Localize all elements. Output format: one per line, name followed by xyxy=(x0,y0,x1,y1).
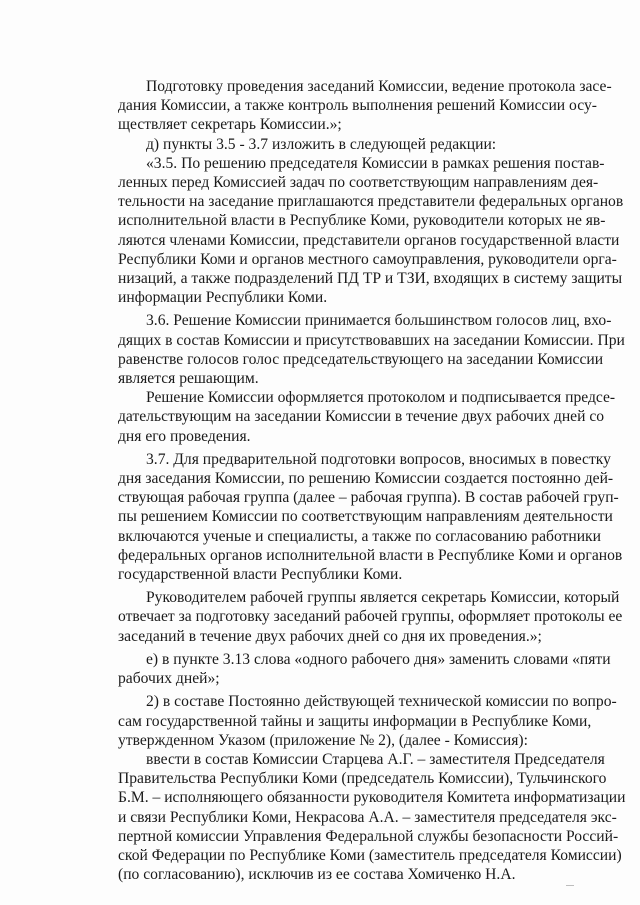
paragraph-line: Руководителем рабочей группы является секретарь Комиссии, который xyxy=(146,589,620,607)
paragraph-line: заседаний в течение двух рабочих дней со дня их проведения.»; xyxy=(118,627,542,645)
document-body xyxy=(90,77,626,884)
paragraph-line: низаций, а также подразделений ПД ТР и ТЗИ, входящих в систему защиты xyxy=(118,270,623,288)
paragraph-line: е) в пункте 3.13 слова «одного рабочего дня» заменить словами «пяти xyxy=(146,650,611,668)
paragraph-line: дня его проведения. xyxy=(118,427,251,445)
paragraph-line: Правительства Республики Коми (председатель Комиссии), Тульчинского xyxy=(118,770,607,788)
paragraph-line: Решение Комиссии оформляется протоколом и подписывается предсе- xyxy=(146,389,616,407)
paragraph-line: д) пункты 3.5 - 3.7 изложить в следующей редакции: xyxy=(146,135,497,153)
paragraph-line: (по согласованию), исключив из ее состава Хомиченко Н.А. xyxy=(118,866,516,884)
paragraph-line: пертной комиссии Управления Федеральной службы безопасности Россий- xyxy=(118,827,619,845)
paragraph-line: ввести в состав Комиссии Старцева А.Г. – заместителя Председателя xyxy=(146,750,605,768)
paragraph-line: отвечает за подготовку заседаний рабочей группы, оформляет протоколы ее xyxy=(118,608,623,626)
paragraph-line: ленных перед Комиссией задач по соответствующим направлениям дея- xyxy=(118,174,599,192)
paragraph-line: сам государственной тайны и защиты информации в Республике Коми, xyxy=(118,712,592,730)
paragraph-line: пы решением Комиссии по соответствующим направлениям деятельности xyxy=(118,508,613,526)
paragraph-line: ляются членами Комиссии, представители органов государственной власти xyxy=(118,231,620,249)
paragraph-line: ской Федерации по Республике Коми (заместитель председателя Комиссии) xyxy=(118,846,622,864)
paragraph xyxy=(90,450,623,584)
paragraph-line: дания Комиссии, а также контроль выполнения решений Комиссии осу- xyxy=(118,97,597,115)
paragraph-line: Б.М. – исполняющего обязанности руководителя Комитета информатизации xyxy=(118,789,626,807)
paragraph xyxy=(90,750,626,884)
paragraph xyxy=(90,692,617,750)
paragraph-line: является решающим. xyxy=(118,370,259,388)
paragraph-line: рабочих дней»; xyxy=(118,670,220,688)
paragraph xyxy=(90,650,611,688)
paragraph-line: 2) в составе Постоянно действующей технической комиссии по вопро- xyxy=(146,693,617,711)
paragraph-line: исполнительной власти в Республике Коми, руководители которых не яв- xyxy=(118,212,606,230)
paragraph-line: Подготовку проведения заседаний Комиссии, ведение протокола засе- xyxy=(146,78,612,95)
paragraph-line: информации Республики Коми. xyxy=(118,289,328,307)
paragraph xyxy=(90,588,623,646)
paragraph-line: дня заседания Комиссии, по решению Комиссии создается постоянно дей- xyxy=(118,470,614,488)
paragraph-line: равенстве голосов голос председательствующего на заседании Комиссии xyxy=(118,350,604,368)
paragraph-line: федеральных органов исполнительной власти в Республике Коми и органов xyxy=(118,546,623,564)
paragraph-line: тельности на заседание приглашаются представители федеральных органов xyxy=(118,193,624,211)
paragraph-line: 3.6. Решение Комиссии принимается большинством голосов лиц, вхо- xyxy=(146,312,612,330)
paragraph-line: «3.5. По решению председателя Комиссии в рамках решения постав- xyxy=(146,154,605,172)
paragraph xyxy=(90,388,616,446)
paragraph xyxy=(90,77,612,135)
paragraph-line: ществляет секретарь Комиссии.»; xyxy=(118,116,342,134)
paragraph xyxy=(90,311,625,388)
paragraph-line: ствующая рабочая группа (далее – рабочая группа). В состав рабочей груп- xyxy=(118,489,619,507)
paragraph-line: 3.7. Для предварительной подготовки вопросов, вносимых в повестку xyxy=(146,450,611,468)
paragraph xyxy=(90,154,624,308)
paragraph-line: утвержденном Указом (приложение № 2), (далее - Комиссия): xyxy=(118,731,528,749)
paragraph-line: и связи Республики Коми, Некрасова А.А. – заместителя председателя экс- xyxy=(118,808,617,826)
footer-mark xyxy=(566,885,574,886)
paragraph-line: государственной власти Республики Коми. xyxy=(118,566,403,584)
paragraph-line: дящих в состав Комиссии и присутствовавших на заседании Комиссии. При xyxy=(118,331,625,349)
paragraph xyxy=(90,135,590,154)
paragraph-line: дательствующим на заседании Комиссии в течение двух рабочих дней со xyxy=(118,408,605,426)
paragraph-line: Республики Коми и органов местного самоуправления, руководители орга- xyxy=(118,250,617,268)
paragraph-line: включаются ученые и специалисты, а также по согласованию работники xyxy=(118,527,601,545)
